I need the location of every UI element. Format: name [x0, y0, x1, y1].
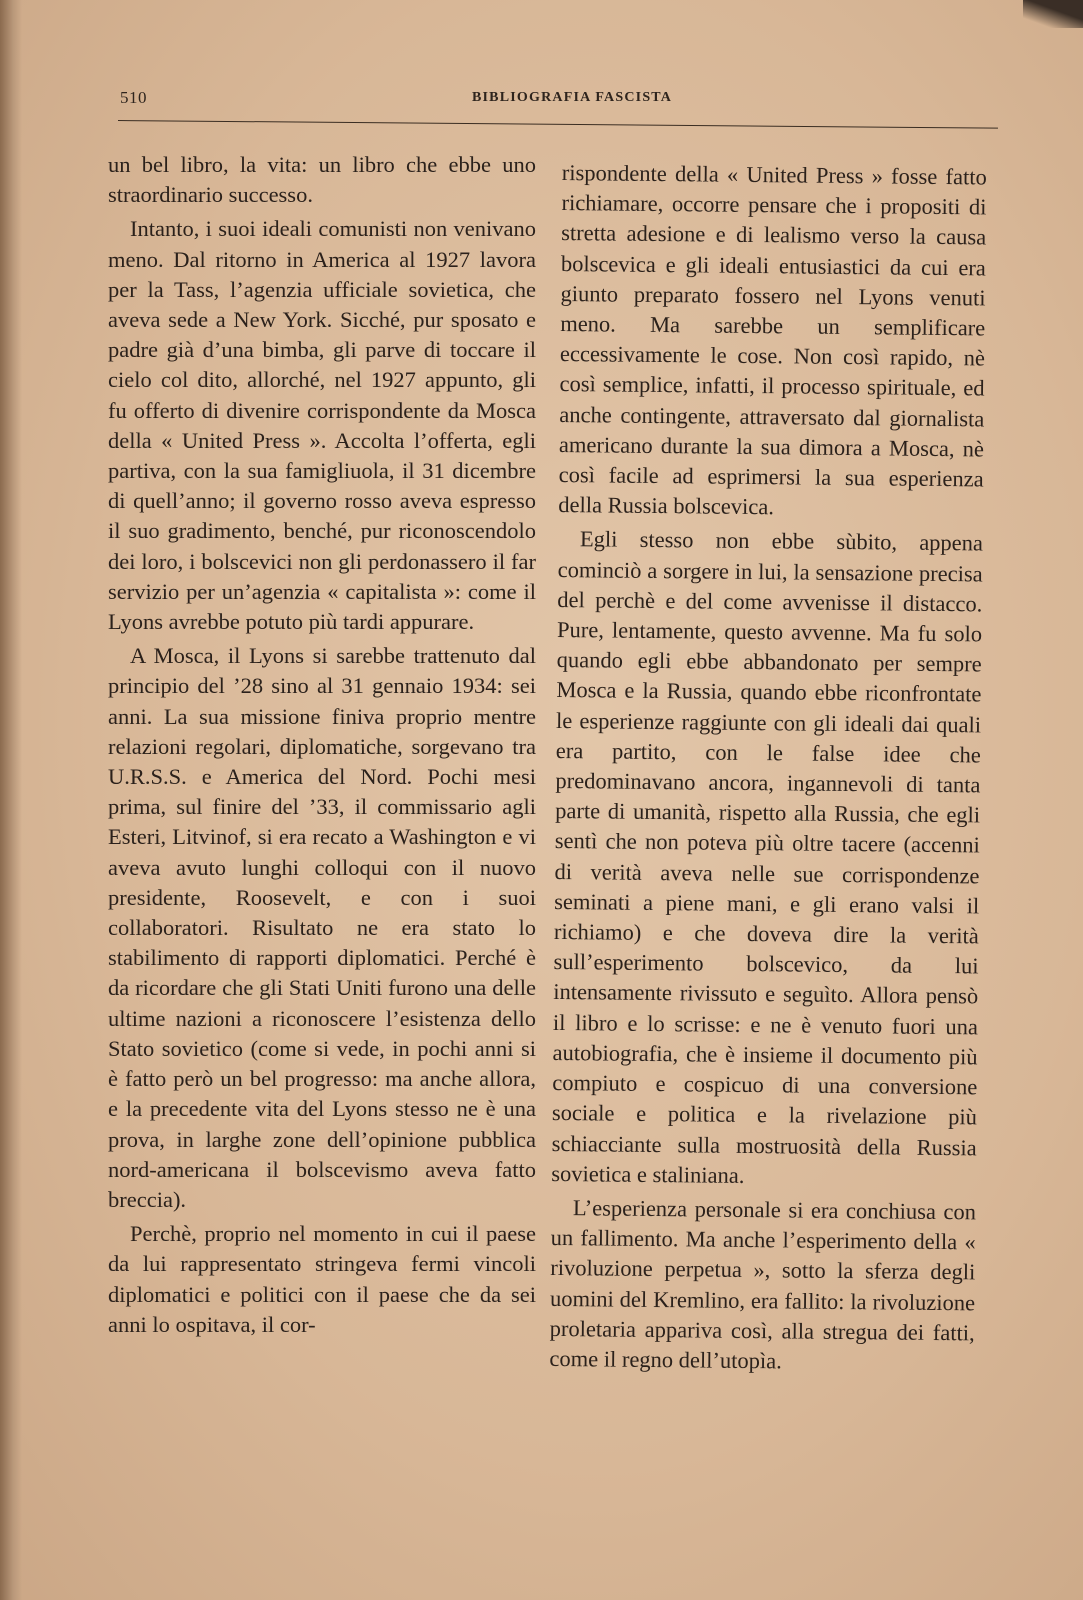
paragraph: rispondente della « United Press » fosse fatto richiamare, occorre pensare che i propositi di stretta adesione e di lealismo verso la causa bolscevica e gli ideali entusiastici da cui era giunto preparato fossero nel Lyons venuti meno. Ma sarebbe un semplificare eccessivamente le cose. Non così rapido, nè così semplice, infatti, il processo spirituale, ed anche contingente, attraversato dal giornalista americano durante la sua dimora a Mosca, nè così facile ad esprimersi la sua esperienza della Russia bolscevica.: [558, 159, 987, 520]
paragraph: A Mosca, il Lyons si sarebbe trattenuto dal principio del ’28 sino al 31 gennaio 1934: sei anni. La sua missione finiva proprio mentre relazioni regolari, diplomatiche, sorgevano tra U.R.S.S. e America del Nord. Pochi mesi prima, sul finire del ’33, il commissario agli Esteri, Litvinof, si era recato a Washington e vi aveva avuto lunghi colloqui con il nuovo presidente, Roosevelt, e con i suoi collaboratori. Risultato ne era stato lo stabilimento di rapporti diplomatici. Perché è da ricordare che gli Stati Uniti furono una delle ultime nazioni a riconoscere l’esistenza dello Stato sovietico (come si vede, in pochi anni si è fatto però un bel progresso: ma anche allora, e la precedente vita del Lyons stesso ne è una prova, in larghe zone dell’opinione pubblica nord-americana il bolscevismo aveva fatto breccia).: [108, 643, 536, 1212]
page-corner-shadow: [1023, 0, 1083, 28]
paragraph: L’esperienza personale si era conchiusa con un fallimento. Ma anche l’esperimento della « rivoluzione perpetua », sotto la sferza degli uomini del Kremlino, era fallito: la rivoluzione proletaria appariva così, alla stregua dei fatti, come il regno dell’utopìa.: [549, 1195, 977, 1374]
paragraph: Intanto, i suoi ideali comunisti non venivano meno. Dal ritorno in America al 1927 lavora per la Tass, l’agenzia ufficiale sovietica, che aveva sede a New York. Sicché, pur sposato e padre già d’una bimba, gli parve di toccare il cielo col dito, allorché, nel 1927 appunto, gli fu offerto di divenire corrispondente da Mosca della « United Press ». Accolta l’offerta, egli partiva, con la sua famigliuola, il 31 dicembre di quell’anno; il governo rosso aveva espresso il suo gradimento, benché, pur riconoscendolo dei loro, i bolscevici non gli perdonassero il far servizio per un’agenzia « capitalista »: come il Lyons avrebbe potuto più tardi appurare.: [108, 216, 536, 635]
paragraph: Egli stesso non ebbe sùbito, appena cominciò a sorgere in lui, la sensazione precisa del perchè e del come avvenisse il distacco. Pure, lentamente, questo avvenne. Ma fu solo quando egli ebbe abbandonato per sempre Mosca e la Russia, quando ebbe riconfrontate le esperienze raggiunte con gli ideali dai quali era partito, con le false idee che predominavano ancora, ingannevoli di tanta parte di umanità, rispetto alla Russia, che egli sentì che non poteva più oltre tacere (accenni di verità aveva nelle sue corrispondenze seminati a piene mani, e gli erano valsi il richiamo) e che doveva dire la verità sull’esperimento bolscevico, da lui intensamente rivissuto e seguìto. Allora pensò il libro e lo scrisse: e ne è venuto fuori una autobiografia, che è insieme il documento più compiuto e cospicuo di una conversione sociale e politica e la rivelazione più schiacciante sulla mostruosità della Russia sovietica e staliniana.: [551, 526, 984, 1188]
right-column: [549, 158, 987, 1383]
left-column: [108, 150, 536, 1344]
page-header: [120, 88, 1000, 112]
page-number: 510: [120, 88, 147, 107]
running-title: BIBLIOGRAFIA FASCISTA: [472, 90, 673, 105]
binding-gutter: [0, 0, 22, 1600]
paragraph: Perchè, proprio nel momento in cui il paese da lui rappresentato stringeva fermi vincoli diplomatici e politici con il paese che da sei anni lo ospitava, il cor-: [108, 1221, 536, 1337]
paragraph: un bel libro, la vita: un libro che ebbe uno straordinario successo.: [108, 152, 536, 208]
header-rule: [118, 120, 998, 129]
